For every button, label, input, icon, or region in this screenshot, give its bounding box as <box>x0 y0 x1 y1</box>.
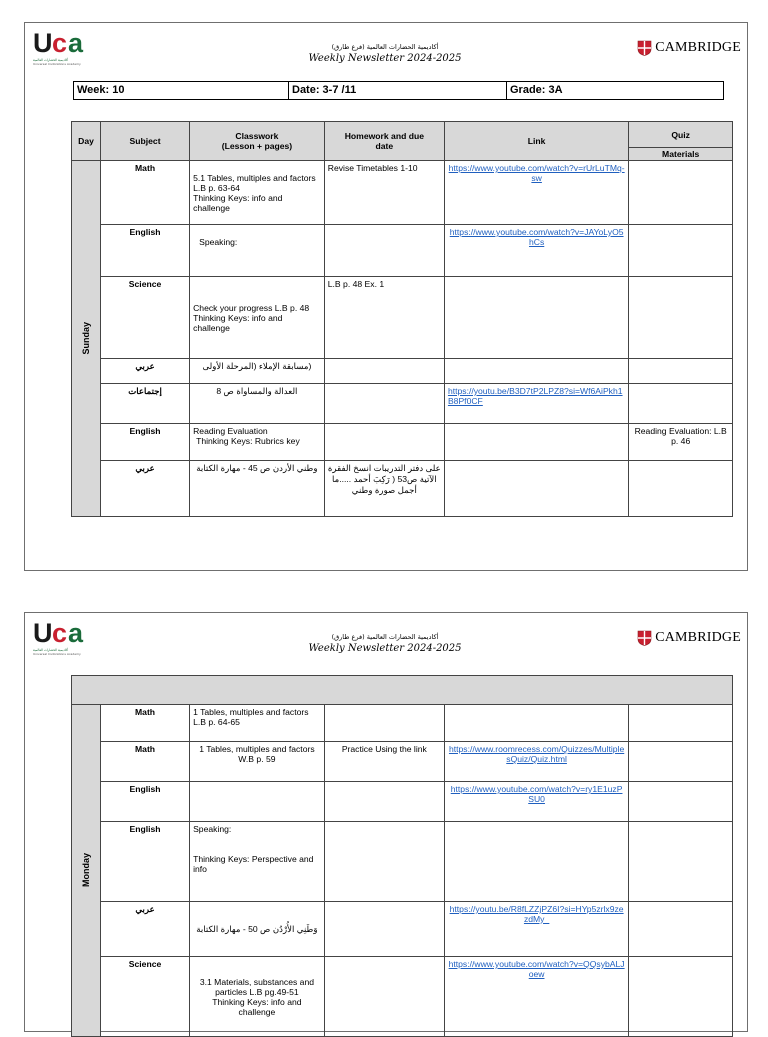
subject-cell: عربي <box>101 359 190 384</box>
table-row <box>72 461 733 517</box>
link-cell <box>444 742 628 782</box>
classwork-cell <box>190 782 325 822</box>
table-header-row <box>72 122 733 148</box>
day-cell-monday <box>72 705 101 1037</box>
col-header-homework <box>324 122 444 161</box>
day-label: Sunday <box>81 322 91 355</box>
subject-cell: عربي <box>101 461 190 517</box>
resource-link[interactable]: https://www.youtube.com/watch?v=JAYoLyO5hCs <box>449 227 624 247</box>
subject-cell: Science <box>101 277 190 359</box>
newsletter-page-1 <box>24 22 748 571</box>
classwork-cell: وطني الأردن ص 45 - مهارة الكتابة <box>190 461 325 517</box>
homework-cell <box>324 782 444 822</box>
table-row <box>72 822 733 902</box>
logo-tagline-en: Universal Civilizations Academy <box>33 62 81 66</box>
subject-cell: English <box>101 782 190 822</box>
link-cell <box>444 902 628 957</box>
grade: Grade: 3A <box>510 84 563 96</box>
classwork-cell <box>190 225 325 277</box>
col-header-quiz: Quiz <box>629 122 733 148</box>
svg-text:a: a <box>68 28 84 56</box>
materials-cell <box>629 782 733 822</box>
homework-cell: Revise Timetables 1-10 <box>324 161 444 225</box>
classwork-cell: 1 Tables, multiples and factors L.B p. 64-65 <box>190 705 325 742</box>
classwork-cell <box>190 277 325 359</box>
materials-cell <box>629 902 733 957</box>
materials-cell <box>629 705 733 742</box>
newsletter-title: Weekly Newsletter 2024-2025 <box>308 53 462 64</box>
link-cell <box>444 277 628 359</box>
week-info-bar <box>73 81 724 100</box>
col-header-homework-sub: date <box>375 141 394 151</box>
cambridge-logo <box>637 630 741 646</box>
col-header-day: Day <box>72 122 101 161</box>
table-row <box>72 782 733 822</box>
subject-cell: عربي <box>101 902 190 957</box>
homework-cell: L.B p. 48 Ex. 1 <box>324 277 444 359</box>
subject-cell: Math <box>101 161 190 225</box>
col-header-subject: Subject <box>101 122 190 161</box>
classwork-text-2: Thinking Keys: info and challenge <box>193 192 283 213</box>
week-number: Week: 10 <box>74 82 289 99</box>
logo-tagline-ar: أكاديمية الحضارات العالمية <box>33 58 69 62</box>
materials-cell: Reading Evaluation: L.B p. 46 <box>629 424 733 461</box>
subject-cell: Math <box>101 742 190 782</box>
homework-cell <box>324 225 444 277</box>
table-row <box>72 225 733 277</box>
classwork-text-2: Thinking Keys: info and challenge <box>193 312 283 333</box>
subject-cell: إجتماعات <box>101 384 190 424</box>
day-cell-sunday <box>72 161 101 517</box>
col-header-homework-label: Homework and due <box>344 131 424 141</box>
svg-text:c: c <box>52 28 68 56</box>
week-date: Date: 3-7 /11 <box>289 82 507 99</box>
classwork-cell: (مسابقة الإملاء (المرحلة الأولى <box>190 359 325 384</box>
table-row <box>72 742 733 782</box>
materials-cell <box>629 742 733 782</box>
subject-cell: English <box>101 424 190 461</box>
homework-cell: Practice Using the link <box>324 742 444 782</box>
link-cell <box>444 822 628 902</box>
link-cell <box>444 225 628 277</box>
svg-text:c: c <box>52 618 68 646</box>
monday-schedule-table <box>71 675 733 1037</box>
subject-cell: Math <box>101 705 190 742</box>
link-cell <box>444 161 628 225</box>
logo-tagline-en: Universal Civilizations Academy <box>33 652 81 656</box>
resource-link[interactable]: https://www.roomrecess.com/Quizzes/MultiplesQuiz/Quiz.html <box>448 744 625 764</box>
table-row <box>72 384 733 424</box>
col-header-materials: Materials <box>629 148 733 161</box>
link-cell <box>444 424 628 461</box>
uca-logo <box>33 28 99 66</box>
materials-cell <box>629 957 733 1037</box>
newsletter-header <box>255 43 515 64</box>
resource-link[interactable]: https://www.youtube.com/watch?v=QQsybALJoew <box>448 959 625 979</box>
svg-text:a: a <box>68 618 84 646</box>
uca-logo-mark <box>33 618 95 646</box>
header-title-ar: أكاديمية الحضارات العالمية (فرع طارق) <box>331 633 439 641</box>
table-row <box>72 705 733 742</box>
link-cell <box>444 957 628 1037</box>
homework-cell <box>324 822 444 902</box>
uca-logo-mark <box>33 28 95 56</box>
cambridge-wordmark: CAMBRIDGE <box>655 40 741 55</box>
materials-cell <box>629 461 733 517</box>
link-cell <box>444 705 628 742</box>
col-header-classwork <box>190 122 325 161</box>
cambridge-shield-icon <box>637 630 652 646</box>
resource-link[interactable]: https://www.youtube.com/watch?v=rUrLuTMq-sw <box>448 163 625 183</box>
homework-cell: على دفتر التدريبات انسخ الفقرة الآتية ص53 ( رَكِبَ أحمد .....ما أجمل صورة وطني <box>324 461 444 517</box>
uca-logo <box>33 618 99 656</box>
table-row <box>72 161 733 225</box>
col-header-classwork-sub: (Lesson + pages) <box>221 141 293 151</box>
homework-cell <box>324 705 444 742</box>
resource-link[interactable]: https://www.youtube.com/watch?v=ry1E1uzPSU0 <box>450 784 623 804</box>
newsletter-page-2 <box>24 612 748 1032</box>
classwork-cell <box>190 957 325 1037</box>
materials-cell <box>629 277 733 359</box>
table-row <box>72 957 733 1037</box>
classwork-text: 3.1 Materials, substances and particles L.B pg.49-51 <box>199 976 314 997</box>
cambridge-shield-icon <box>637 40 652 56</box>
header-bar-cell <box>72 676 733 705</box>
materials-cell <box>629 822 733 902</box>
materials-cell <box>629 359 733 384</box>
homework-cell <box>324 957 444 1037</box>
classwork-text-2: Thinking Keys: info and challenge <box>212 996 302 1017</box>
newsletter-title: Weekly Newsletter 2024-2025 <box>308 643 462 654</box>
classwork-cell: 1 Tables, multiples and factors W.B p. 59 <box>190 742 325 782</box>
link-cell <box>444 461 628 517</box>
classwork-text: Check your progress L.B p. 48 <box>193 302 310 313</box>
col-header-classwork-label: Classwork <box>235 131 279 141</box>
classwork-cell <box>190 161 325 225</box>
materials-cell <box>629 225 733 277</box>
materials-cell <box>629 384 733 424</box>
subject-cell: Science <box>101 957 190 1037</box>
homework-cell <box>324 902 444 957</box>
link-cell <box>444 782 628 822</box>
classwork-text-2: Thinking Keys: Perspective and info <box>193 854 314 874</box>
classwork-text: Reading Evaluation <box>193 426 268 436</box>
sunday-schedule-table <box>71 121 733 517</box>
svg-text:U: U <box>33 28 53 56</box>
homework-cell <box>324 424 444 461</box>
col-header-link: Link <box>444 122 628 161</box>
table-row <box>72 424 733 461</box>
resource-link[interactable]: https://youtu.be/B3D7tP2LPZ8?si=Wf6AiPkh1B8Pf0CF <box>447 386 623 406</box>
svg-text:U: U <box>33 618 53 646</box>
subject-cell: English <box>101 822 190 902</box>
resource-link[interactable]: https://youtu.be/R8fLZZjPZ6I?si=HYp5zrlx9zezdMy_ <box>449 904 624 924</box>
link-cell <box>444 359 628 384</box>
table-row <box>72 359 733 384</box>
classwork-cell <box>190 822 325 902</box>
subject-cell: English <box>101 225 190 277</box>
classwork-text: Speaking: <box>199 237 238 247</box>
classwork-cell: العدالة والمساواة ص 8 <box>190 384 325 424</box>
day-label: Monday <box>81 853 91 888</box>
classwork-text: Speaking: <box>193 824 232 834</box>
table-row <box>72 277 733 359</box>
classwork-cell: وَطَنِي الأُرْدُن ص 50 - مهارة الكتابة <box>190 902 325 957</box>
classwork-cell <box>190 424 325 461</box>
classwork-text: 5.1 Tables, multiples and factors L.B p. 63-64 <box>193 172 316 193</box>
newsletter-header <box>255 633 515 654</box>
logo-tagline-ar: أكاديمية الحضارات العالمية <box>33 648 69 652</box>
table-row <box>72 902 733 957</box>
homework-cell <box>324 384 444 424</box>
cambridge-logo <box>637 40 741 56</box>
materials-cell <box>629 161 733 225</box>
homework-cell <box>324 359 444 384</box>
classwork-text-2: Thinking Keys: Rubrics key <box>196 436 300 446</box>
header-title-ar: أكاديمية الحضارات العالمية (فرع طارق) <box>331 43 439 51</box>
cambridge-wordmark: CAMBRIDGE <box>655 630 741 645</box>
table-header-bar <box>72 676 733 705</box>
link-cell <box>444 384 628 424</box>
